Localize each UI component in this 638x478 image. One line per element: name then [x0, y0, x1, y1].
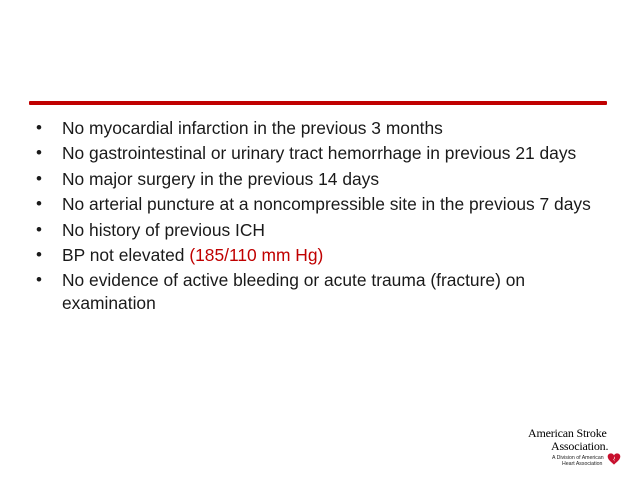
bullet-icon: •	[36, 270, 42, 290]
logo-subtitle-2: Heart Association	[562, 461, 603, 467]
criteria-list	[36, 117, 606, 317]
bullet-icon: •	[36, 168, 42, 188]
list-item	[36, 219, 606, 241]
list-item-text: No evidence of active bleeding or acute trauma (fracture) on examination	[62, 270, 526, 313]
list-item	[36, 142, 606, 164]
list-item-text: No major surgery in the previous 14 days	[62, 168, 380, 189]
bullet-icon: •	[36, 143, 42, 163]
bullet-icon: •	[36, 118, 42, 137]
list-item-text: No history of previous ICH	[62, 219, 265, 240]
logo-subtitle-1: A Division of American	[552, 455, 604, 461]
list-item	[36, 244, 606, 266]
list-item-text: BP not elevated	[62, 245, 190, 266]
bp-threshold: (185/110 mm Hg)	[189, 245, 324, 266]
logo-line-1: American Stroke	[528, 426, 607, 440]
list-item-text: No arterial puncture at a noncompressible site in the previous 7 days	[62, 194, 591, 215]
list-item	[36, 168, 606, 190]
bullet-icon: •	[36, 245, 42, 265]
list-item	[36, 193, 606, 215]
logo-line-2: Association.	[551, 439, 609, 453]
list-item	[36, 117, 606, 139]
bullet-icon: •	[36, 219, 42, 239]
asa-logo	[500, 426, 620, 470]
list-item-text: No myocardial infarction in the previous 3 months	[62, 118, 443, 138]
bullet-icon: •	[36, 194, 42, 214]
list-item-text: No gastrointestinal or urinary tract hemorrhage in previous 21 days	[62, 143, 577, 164]
heart-torch-icon	[607, 452, 621, 466]
list-item	[36, 269, 606, 314]
title-divider	[29, 101, 607, 105]
